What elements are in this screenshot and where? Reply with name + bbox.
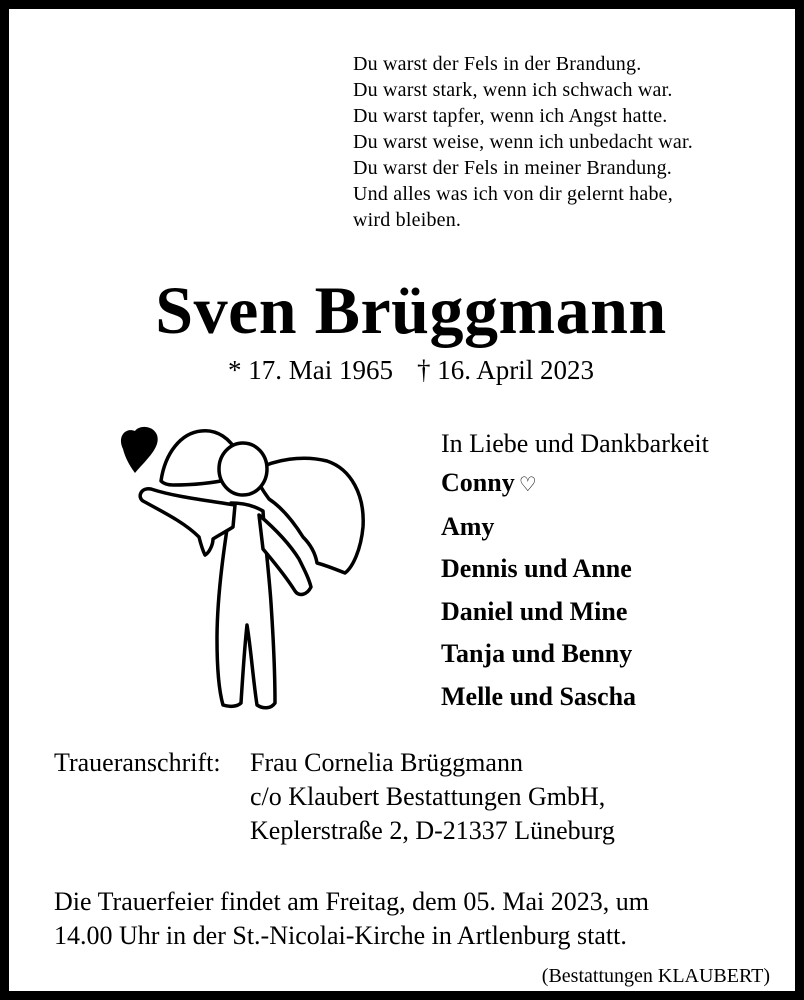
mourner-name: Amy xyxy=(441,511,495,541)
death-date: † 16. April 2023 xyxy=(416,355,594,385)
service-announcement xyxy=(54,885,774,953)
address-line: Frau Cornelia Brüggmann xyxy=(250,748,523,777)
mourner-name: Melle und Sascha xyxy=(441,681,637,711)
angel-head xyxy=(219,443,267,495)
poem-line: Und alles was ich von dir gelernt habe, xyxy=(353,183,673,205)
mourner-name: Dennis und Anne xyxy=(441,554,632,583)
undertaker-credit: (Bestattungen KLAUBERT) xyxy=(541,965,770,987)
heart-icon xyxy=(121,427,158,473)
address-line: Keplerstraße 2, D-21337 Lüneburg xyxy=(250,816,615,845)
angel-with-heart-icon xyxy=(113,423,375,715)
poem-line: Du warst tapfer, wenn ich Angst hatte. xyxy=(353,105,668,127)
deceased-name: Sven Brüggmann xyxy=(155,272,667,348)
mourner-name: Daniel und Mine xyxy=(441,596,628,626)
heart-outline-icon: ♡ xyxy=(518,472,537,496)
service-line: 14.00 Uhr in der St.-Nicolai-Kirche in Artlenburg statt. xyxy=(54,921,627,950)
mourners xyxy=(441,426,709,718)
poem-line: Du warst stark, wenn ich schwach war. xyxy=(353,79,673,101)
poem-line: wird bleiben. xyxy=(353,209,462,231)
left-arm xyxy=(140,489,235,555)
service-line: Die Trauerfeier findet am Freitag, dem 05. Mai 2023, um xyxy=(54,887,649,916)
poem-line: Du warst weise, wenn ich unbedacht war. xyxy=(353,131,693,153)
mourners-intro: In Liebe und Dankbarkeit xyxy=(441,429,709,458)
address-label: Traueranschrift: xyxy=(54,748,221,777)
birth-date: * 17. Mai 1965 xyxy=(227,355,393,385)
poem xyxy=(353,51,693,233)
life-dates xyxy=(9,353,804,387)
address-line: c/o Klaubert Bestattungen GmbH, xyxy=(250,782,606,811)
mourner-name: Conny ♡ xyxy=(441,468,537,497)
poem-line: Du warst der Fels in der Brandung. xyxy=(353,53,642,75)
mourner-name: Tanja und Benny xyxy=(441,639,633,668)
poem-line: Du warst der Fels in meiner Brandung. xyxy=(353,157,673,179)
